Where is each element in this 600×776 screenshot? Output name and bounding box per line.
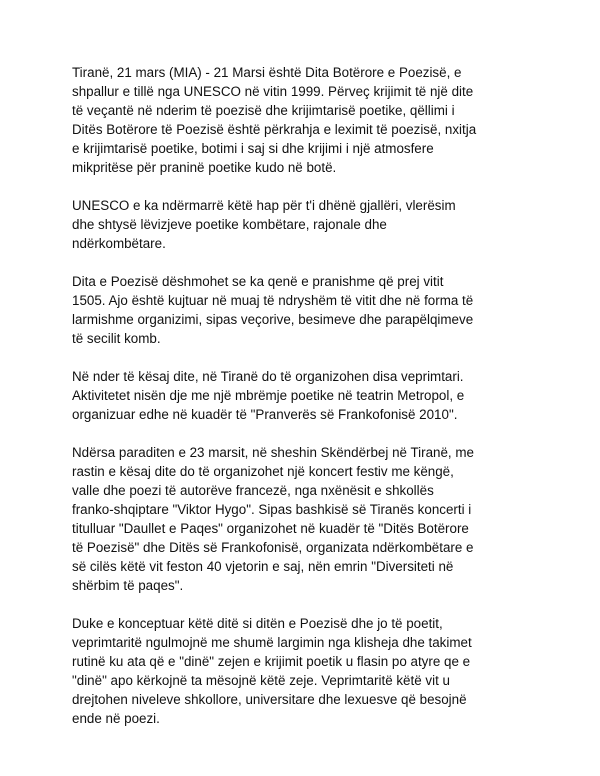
text-line: organizuar edhe në kuadër të "Pranverës së Frankofonisë 2010". [72,407,458,422]
text-line: rutinë ku ata që e "dinë" zejen e krijimit poetik u flasin po atyre qe e [72,654,471,669]
text-line: Ditës Botërore të Poezisë është përkrahja e leximit të poezisë, nxitja [72,122,477,137]
text-line: të Poezisë" dhe Ditës së Frankofonisë, organizata ndërkombëtare e [72,540,474,555]
text-line: larmishme organizimi, sipas veçorive, besimeve dhe parapëlqimeve [72,312,474,327]
paragraph-tirana-events [72,367,552,424]
text-line: Në nder të kësaj dite, në Tiranë do të organizohen disa veprimtari. [72,369,464,384]
text-line: ndërkombëtare. [72,236,166,251]
text-line: titulluar "Daullet e Paqes" organizohet në kuadër të "Ditës Botërore [72,521,469,536]
text-line: Aktivitetet nisën dje me një mbrëmje poetike në teatrin Metropol, e [72,388,465,403]
paragraph-unesco [72,196,552,253]
text-line: drejtohen niveleve shkollore, universitare dhe lexuesve që besojnë [72,692,467,707]
text-line: të veçantë në nderim të poezisë dhe krijimtarisë poetike, qëllimi i [72,103,455,118]
text-line: rastin e kësaj dite do të organizohet një koncert festiv me këngë, [72,464,454,479]
text-line: mikpritëse për praninë poetike kudo në botë. [72,160,337,175]
text-line: Dita e Poezisë dëshmohet se ka qenë e pranishme që prej vitit [72,274,444,289]
text-line: valle dhe poezi të autorëve francezë, nga nxënësit e shkollës [72,483,434,498]
text-line: Duke e konceptuar këtë ditë si ditën e Poezisë dhe jo të poetit, [72,616,443,631]
text-line: UNESCO e ka ndërmarrë këtë hap për t'i dhënë gjallëri, vlerësim [72,198,456,213]
paragraph-intro [72,63,552,177]
text-line: veprimtaritë ngulmojnë me shumë largimin nga klisheja dhe takimet [72,635,472,650]
text-line: Tiranë, 21 mars (MIA) - 21 Marsi është Dita Botërore e Poezisë, e [72,65,462,80]
text-line: franko-shqiptare "Viktor Hygo". Sipas bashkisë së Tiranës koncerti i [72,502,472,517]
text-line: "dinë" apo kërkojnë ta mësojnë këtë zeje. Veprimtaritë këtë vit u [72,673,450,688]
paragraph-concert [72,443,552,595]
paragraph-history [72,272,552,348]
paragraph-conclusion [72,614,552,728]
text-line: shpallur e tillë nga UNESCO në vitin 1999. Përveç krijimit të një dite [72,84,474,99]
text-line: ende në poezi. [72,711,160,726]
text-line: shërbim të paqes". [72,578,184,593]
text-line: së cilës këtë vit feston 40 vjetorin e saj, nën emrin "Diversiteti në [72,559,454,574]
text-line: dhe shtysë lëvizjeve poetike kombëtare, rajonale dhe [72,217,387,232]
text-line: 1505. Ajo është kujtuar në muaj të ndryshëm të vitit dhe në forma të [72,293,474,308]
text-line: të secilit komb. [72,331,161,346]
text-line: Ndërsa paraditen e 23 marsit, në sheshin Skëndërbej në Tiranë, me [72,445,474,460]
document-page [72,63,552,747]
text-line: e krijimtarisë poetike, botimi i saj si dhe krijimi i një atmosfere [72,141,434,156]
